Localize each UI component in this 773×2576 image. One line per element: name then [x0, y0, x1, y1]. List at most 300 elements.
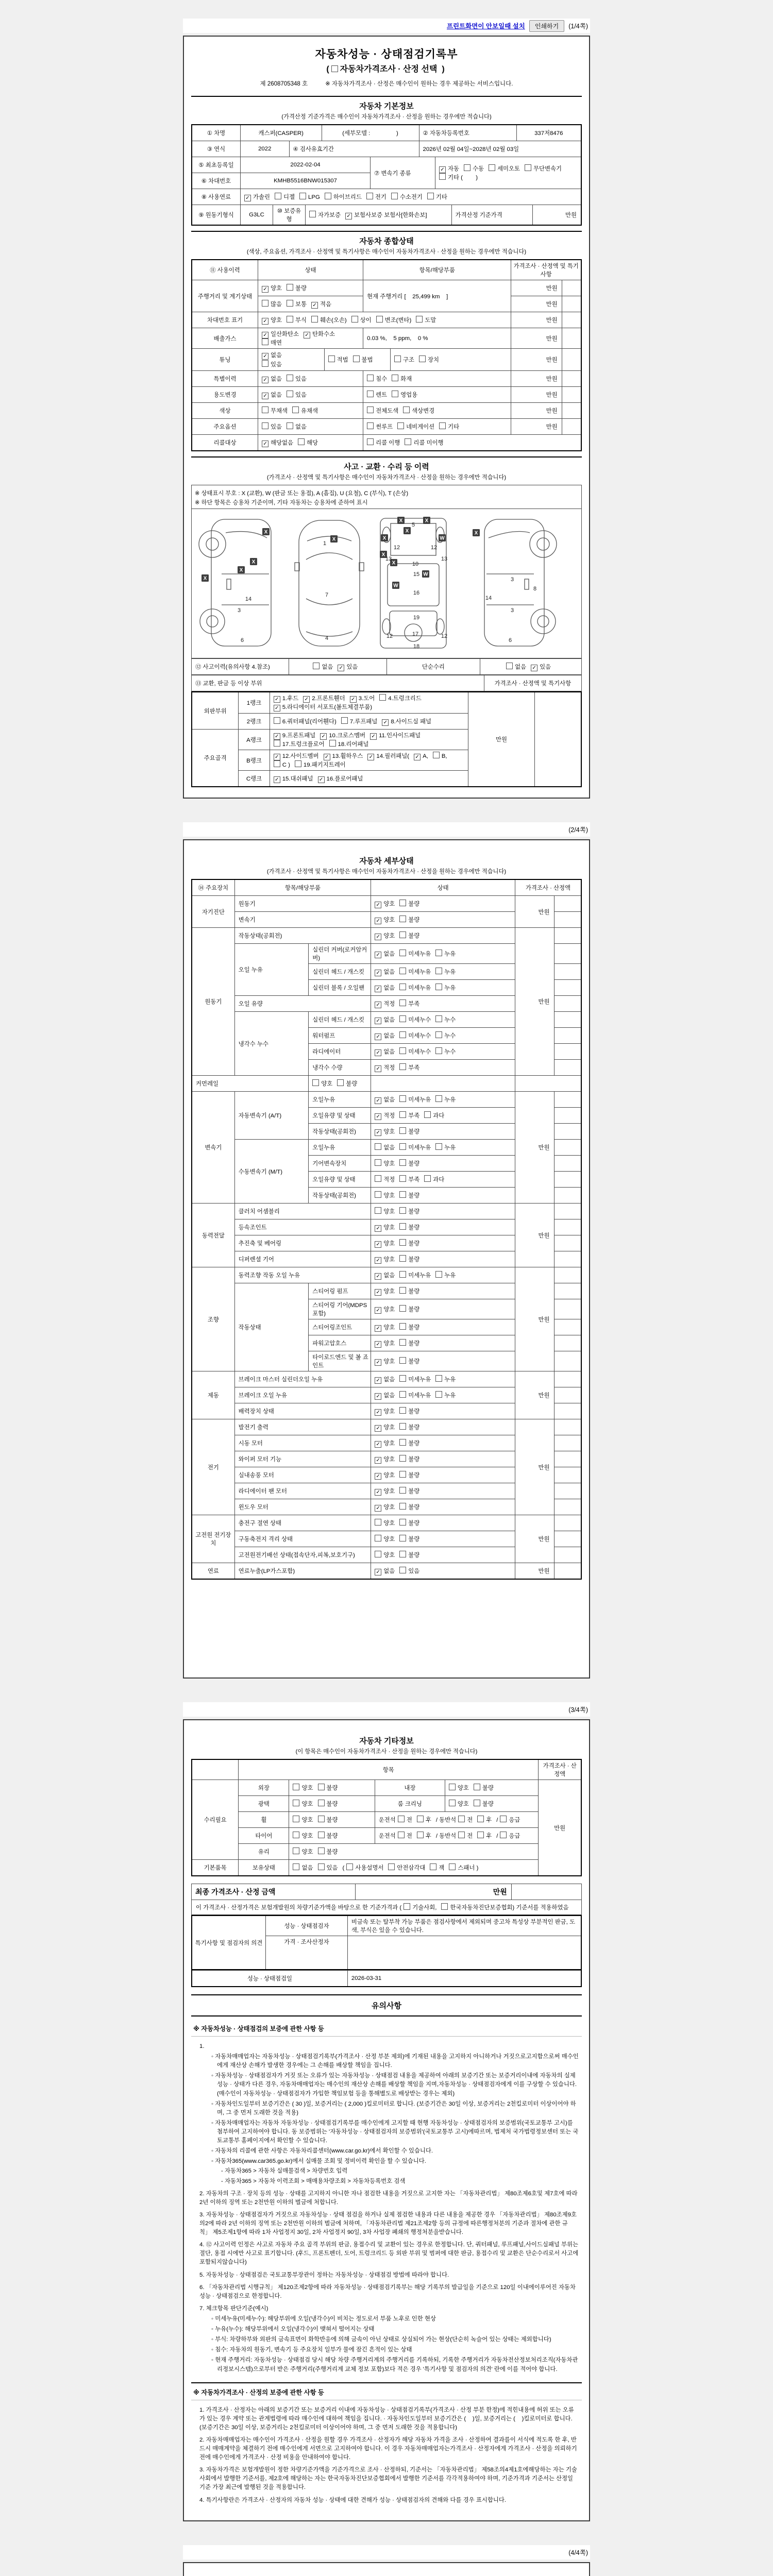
section-detail-note: (가격조사 · 산정액 및 특기사항은 매수인이 자동차가격조사 · 산정을 원하는 경우에만 적습니다) — [266, 869, 507, 875]
checks-cell — [371, 1547, 515, 1563]
cell — [554, 1299, 581, 1319]
cell: 가격조사 · 산정액 및 특기사항 — [511, 260, 581, 280]
checkbox-unchecked — [435, 1031, 442, 1038]
cell — [562, 403, 581, 419]
check-label: 장치 — [428, 357, 440, 363]
check-item — [424, 1175, 444, 1183]
cell — [554, 1012, 581, 1028]
checks-cell — [371, 1419, 515, 1435]
check-item — [375, 950, 395, 958]
cell — [554, 1371, 581, 1387]
check-label: 없음 — [322, 664, 333, 670]
cell — [554, 928, 581, 944]
check-item — [399, 1047, 431, 1056]
checks-cell — [289, 1780, 375, 1796]
check-label: 화재 — [400, 376, 412, 382]
cell: 만원 — [468, 692, 535, 787]
check-label: 없음 — [383, 1096, 395, 1103]
check-label: 3.도어 — [358, 696, 375, 702]
check-item — [309, 211, 341, 219]
check-item — [392, 391, 417, 399]
section-other-title: 자동차 기타정보 — [359, 1737, 414, 1745]
checkbox-checked: ✓ — [375, 1325, 381, 1332]
notice-item: 5. 자동차성능 · 상태점검은 국토교통부장관이 정하는 자동차성능 · 상태점검 방법에 따라야 합니다. — [199, 2272, 449, 2278]
car-damage-diagram — [191, 509, 582, 658]
checkbox-unchecked — [399, 1503, 406, 1510]
check-label: 불량 — [295, 285, 307, 292]
check-item — [399, 1207, 419, 1215]
check-label: 양호 — [301, 1817, 313, 1823]
checkbox-unchecked — [489, 164, 495, 171]
svg-text:8: 8 — [533, 586, 537, 592]
checkbox-unchecked — [346, 1863, 353, 1870]
page3-strip — [183, 1702, 590, 1717]
check-label: 19.패키지트레이 — [303, 762, 346, 768]
checkbox-checked: ✓ — [414, 754, 421, 760]
text-segment: 운전석 — [378, 1833, 396, 1839]
checkbox-checked: ✓ — [375, 1257, 381, 1264]
cell: B랭크 — [239, 750, 270, 771]
check-label: 양호 — [301, 1801, 313, 1807]
cell: 내장 — [375, 1780, 445, 1796]
check-label: 무채색 — [271, 408, 288, 414]
check-label: 전 — [406, 1817, 412, 1823]
check-item — [435, 968, 456, 976]
check-item — [399, 968, 431, 976]
check-label: 불량 — [408, 1240, 420, 1247]
cell: 만원 — [515, 1092, 554, 1204]
checkbox-unchecked — [375, 1535, 381, 1541]
cell: 배력장치 상태 — [234, 1403, 371, 1419]
check-item — [367, 422, 393, 431]
checkbox-unchecked — [458, 1832, 465, 1838]
checks-cell — [289, 1828, 375, 1844]
check-item — [399, 1407, 419, 1415]
checkbox-unchecked — [293, 1832, 299, 1838]
checkbox-unchecked — [329, 740, 336, 747]
check-item — [388, 1863, 425, 1872]
checks-cell — [289, 659, 386, 675]
cell: 변속기 — [192, 1092, 234, 1204]
checkbox-checked: ✓ — [324, 754, 330, 760]
check-label: 6.쿼터패널(리어휀다) — [282, 718, 337, 725]
check-label: C ) — [282, 762, 290, 768]
check-label: 양호 — [301, 1785, 313, 1791]
checks-cell — [363, 435, 581, 451]
cell — [554, 1403, 581, 1419]
check-label: 양호 — [271, 285, 282, 292]
check-label: 유채색 — [301, 408, 318, 414]
check-label: 탄화수소 — [312, 331, 335, 337]
checks-cell — [445, 1796, 538, 1812]
checkbox-unchecked — [318, 1816, 325, 1822]
check-label: 불량 — [346, 1081, 358, 1087]
text-segment: ( — [342, 1865, 345, 1871]
checkbox-unchecked — [399, 1175, 406, 1182]
check-label: 불량 — [408, 1536, 420, 1543]
notice-item: ◦ 미세누유(미세누수): 해당부위에 오일(냉각수)이 비치는 정도로서 부품 노후로 인한 현상 — [217, 2315, 579, 2324]
check-item — [262, 300, 282, 308]
cell: 제동 — [192, 1371, 234, 1419]
check-item — [375, 1503, 395, 1512]
checkbox-checked: ✓ — [375, 1018, 381, 1024]
check-label: 없음 — [383, 1145, 395, 1151]
check-label: 없음 — [383, 951, 395, 957]
check-item — [399, 1519, 419, 1527]
check-item — [399, 984, 431, 992]
checkbox-unchecked — [375, 1159, 381, 1166]
check-label: 과다 — [433, 1177, 445, 1183]
checkbox-checked: ✓ — [375, 902, 381, 908]
text-segment: / 동반석 — [435, 1833, 457, 1839]
check-label: 불량 — [408, 1472, 420, 1479]
checkbox-unchecked — [399, 1191, 406, 1198]
svg-text:X: X — [405, 528, 409, 534]
check-label: 양호 — [301, 1849, 313, 1855]
checkbox-unchecked — [293, 1863, 299, 1870]
svg-text:X: X — [382, 535, 386, 541]
page-2 — [183, 839, 590, 1679]
page-marker-4: (4/4쪽) — [568, 2549, 588, 2556]
notice-item: - 자동차365 > 자동차 이력조회 > 매매용차량조회 > 자동차등록번호 검색 — [221, 2178, 406, 2184]
cell: 보유상태 — [239, 1860, 289, 1876]
check-label: 부족 — [408, 1064, 420, 1071]
checks-cell — [306, 205, 452, 226]
check-item — [474, 1800, 494, 1808]
check-label: 불량 — [408, 1552, 420, 1558]
cell — [554, 1283, 581, 1299]
cell: ① 차명 — [192, 125, 241, 141]
cell: 라디에이터 팬 모터 — [234, 1483, 371, 1499]
notice-item: 1. 가격조사 · 산정자는 아래의 보증기간 또는 보증거리 이내에 자동차성능 · 상태점검기록부(가격조사 · 산정 부분 한정)에 적힌내용에 허위 또는 오류가 있는 경우 계약 또는 관계법령에 따라 매수인에 대하여 책임을 집니다. · 자동차인도일부터 보증기간은 ( )일, 보증거리는 ( )킬로미터로 합니다. (보증기간은 30일 이상, 보증거리는 2천킬로미터 이상이어야 하며, 그 중 먼저 도래한 것을 적용합니다) — [199, 2406, 574, 2431]
cell: (세부모델 : ) — [322, 125, 419, 141]
notice-item: ◦ 자동차365(www.car365.go.kr)에서 실매물 조회 및 정비이력 확인을 할 수 있습니다. — [217, 2157, 579, 2166]
cell: 만원 — [539, 1780, 581, 1876]
cell: ⑭ 주요장치 — [192, 879, 234, 896]
check-label: 14.필러패널( — [376, 753, 410, 759]
check-label: 없음 — [383, 1392, 395, 1399]
check-item — [375, 984, 395, 992]
svg-text:W: W — [440, 535, 445, 541]
check-item — [375, 1357, 395, 1366]
checks-cell — [258, 296, 363, 312]
check-item — [311, 316, 347, 324]
check-item — [375, 1271, 395, 1280]
checks-cell — [371, 912, 515, 928]
checkbox-checked: ✓ — [375, 1441, 381, 1448]
legend-note: ※ 하단 항목은 승용차 기준이며, 기타 자동차는 승용차에 준하여 표시 — [195, 500, 368, 506]
check-label: 상이 — [360, 317, 372, 324]
check-label: 미세누유 — [408, 1145, 431, 1151]
check-item — [262, 438, 293, 447]
checks-cell — [371, 1012, 515, 1028]
text-segment: 운전석 — [378, 1817, 396, 1823]
check-label: 양호 — [383, 1288, 395, 1295]
checkbox-unchecked — [399, 931, 406, 938]
cell: 최종 가격조사 · 산정 금액 — [192, 1884, 356, 1900]
check-item — [439, 422, 459, 431]
toolbar — [183, 19, 590, 33]
cell: 상태 — [371, 879, 515, 896]
check-label: 자동차가격조사 · 산정 선택 — [340, 65, 438, 74]
checks-cell — [371, 1251, 515, 1267]
check-item — [435, 1375, 456, 1383]
checks-cell — [371, 1060, 515, 1076]
section-other-note: (이 항목은 매수인이 자동차가격조사 · 산정을 원하는 경우에만 적습니다) — [295, 1749, 478, 1755]
cell — [554, 1335, 581, 1351]
check-label: 후 — [486, 1833, 492, 1839]
checkbox-unchecked — [262, 360, 268, 367]
cell — [371, 1076, 515, 1092]
check-item — [399, 1063, 419, 1072]
checks-cell — [371, 980, 515, 996]
checkbox-checked: ✓ — [375, 1307, 381, 1314]
check-label: 없음 — [383, 1376, 395, 1383]
checkbox-unchecked — [367, 375, 374, 381]
cell: 기어변속장치 — [309, 1156, 371, 1172]
check-item — [435, 1391, 456, 1399]
cell: 만원 — [511, 419, 562, 435]
check-item — [367, 752, 409, 760]
notice-item: 2. 자동차의 구조 · 장치 등의 성능 · 상태를 고지하지 아니한 자나 점검한 내용을 거짓으로 고지한 자는 「자동차관리법」 제80조제6호및 제7호에 따라 2년 이하의 징역 또는 2천만원 이하의 벌금에 처합니다. — [199, 2190, 578, 2206]
check-item — [394, 355, 414, 364]
cell: 오일 유량 — [234, 996, 371, 1012]
notice-item: ◦ 침수: 자동차의 원동기, 변속기 등 주요장치 일부가 물에 잠긴 흔적이 있는 상태 — [217, 2346, 579, 2354]
checkbox-checked: ✓ — [375, 1569, 381, 1575]
page-1 — [183, 36, 590, 799]
cell: 스티어링조인트 — [309, 1319, 371, 1335]
check-item — [331, 62, 438, 74]
cell: ⑪ 사용이력 — [192, 260, 258, 280]
svg-text:10: 10 — [412, 561, 419, 567]
checkbox-unchecked — [287, 375, 293, 381]
check-label: 불량 — [408, 1504, 420, 1511]
cell: ⑦ 변속기 종류 — [371, 157, 435, 189]
checkbox-checked: ✓ — [338, 665, 344, 671]
checkbox-checked: ✓ — [375, 1241, 381, 1248]
text-segment: ) — [442, 65, 445, 74]
text-segment: / 동반석 — [435, 1817, 457, 1823]
svg-text:13: 13 — [385, 556, 392, 562]
checks-cell — [371, 1351, 515, 1371]
cell: 브레이크 오일 누유 — [234, 1387, 371, 1403]
check-item — [416, 316, 436, 324]
checks-cell — [371, 1219, 515, 1235]
checkbox-unchecked — [375, 1519, 381, 1526]
cell: 만원 — [511, 296, 562, 312]
check-item — [262, 338, 282, 347]
check-item — [399, 1439, 419, 1447]
checkbox-unchecked — [295, 760, 301, 767]
page-marker-3: (3/4쪽) — [568, 1706, 588, 1714]
checkbox-unchecked — [399, 1271, 406, 1278]
check-item — [375, 1255, 395, 1264]
check-item — [449, 1863, 478, 1872]
check-item — [299, 193, 320, 200]
checkbox-unchecked — [287, 391, 293, 397]
section-other — [191, 1732, 582, 2510]
cell: ⑤ 최초등록일 — [192, 157, 241, 173]
checks-cell — [371, 1235, 515, 1251]
check-item — [375, 1407, 395, 1416]
check-label: 응급 — [509, 1833, 520, 1839]
checks-cell — [371, 1335, 515, 1351]
check-item — [500, 1816, 520, 1824]
checkbox-unchecked — [417, 1832, 424, 1838]
check-item — [353, 355, 373, 364]
checkbox-unchecked — [397, 422, 404, 429]
check-item — [274, 740, 325, 748]
check-item — [370, 731, 421, 740]
checks-cell — [270, 692, 468, 714]
checkbox-unchecked — [399, 999, 406, 1006]
checkbox-checked: ✓ — [262, 377, 268, 383]
checkbox-unchecked — [388, 1863, 395, 1870]
check-item — [318, 1816, 338, 1824]
cell: 스티어링 펌프 — [309, 1283, 371, 1299]
checkbox-unchecked — [399, 1159, 406, 1166]
check-label: 훼손(오손) — [320, 317, 347, 324]
notice-item: ◦ 자동차인도일부터 보증기간은 ( 30 )일, 보증거리는 ( 2,000 )킬로미터로 합니다. (보증기간은 30일 이상, 보증거리는 2천킬로미터 이상이어야 하며, 그 중 먼저 도래한 것을 적용) — [217, 2100, 579, 2117]
cell: 자기진단 — [192, 896, 234, 928]
checkbox-unchecked — [398, 1832, 405, 1838]
check-label: 있음 — [326, 1865, 338, 1871]
check-label: 있음 — [271, 362, 282, 368]
check-item — [427, 193, 447, 201]
check-label: 양호 — [383, 1209, 395, 1215]
cell — [192, 1759, 239, 1780]
checkbox-unchecked — [399, 1391, 406, 1398]
check-item — [433, 752, 447, 759]
check-label: 양호 — [383, 1440, 395, 1447]
check-label: 16.플로어패널 — [326, 775, 363, 782]
check-item — [367, 375, 387, 383]
check-item — [399, 1271, 431, 1279]
check-item — [399, 1031, 431, 1040]
cell: 배출가스 — [192, 328, 258, 349]
check-label: 일산화탄소 — [271, 331, 299, 337]
checkbox-unchecked — [433, 752, 440, 758]
check-item — [318, 1863, 338, 1872]
section-accident — [191, 456, 582, 787]
checkbox-unchecked — [367, 406, 374, 413]
check-item — [293, 1848, 313, 1856]
checks-cell — [445, 1780, 538, 1796]
cell — [554, 1531, 581, 1547]
cell: 기본품목 — [192, 1860, 239, 1876]
checks-cell — [371, 1156, 515, 1172]
cell: ② 자동차등록번호 — [419, 125, 516, 141]
checkbox-unchecked — [449, 1863, 456, 1870]
check-label: 영업용 — [400, 392, 418, 398]
checkbox-checked: ✓ — [375, 1033, 381, 1040]
checkbox-unchecked — [435, 1375, 442, 1382]
notice-item: ◦ 누유(누수): 해당부위에서 오일(냉각수)이 맺혀서 떨어지는 상태 — [217, 2325, 579, 2334]
cell: 외판부위 — [192, 692, 239, 730]
cell: 가격조사 · 산정액 — [515, 879, 581, 896]
final-price-table — [191, 1884, 582, 1900]
check-label: 7.루프패널 — [349, 718, 378, 725]
cell: 만원 — [511, 312, 562, 328]
cell: 오일유량 및 상태 — [309, 1108, 371, 1124]
checkbox-checked: ✓ — [375, 918, 381, 924]
cell: 만원 — [355, 1884, 511, 1900]
checkbox-unchecked — [474, 1784, 480, 1790]
check-label: 후 — [486, 1817, 492, 1823]
check-label: 누수 — [444, 1032, 456, 1039]
checkbox-unchecked — [318, 1784, 325, 1790]
checkbox-checked: ✓ — [303, 696, 310, 703]
checks-cell — [258, 403, 363, 419]
checkbox-unchecked — [367, 422, 374, 429]
check-label: 불량 — [408, 1440, 420, 1447]
checks-cell — [371, 1531, 515, 1547]
print-button[interactable]: 인쇄하기 — [529, 20, 564, 32]
check-item — [287, 284, 307, 292]
cell: 추진축 및 베어링 — [234, 1235, 371, 1251]
checkbox-checked: ✓ — [375, 1273, 381, 1280]
cell — [562, 280, 581, 296]
checkbox-checked: ✓ — [375, 1457, 381, 1464]
check-item — [399, 1471, 419, 1479]
check-item — [274, 694, 299, 703]
cell: 연료 — [192, 1563, 234, 1580]
check-item — [375, 1305, 395, 1314]
check-label: 없음 — [271, 376, 282, 382]
check-label: 5.라디에이터 서포트(볼트체결부품) — [282, 704, 372, 710]
check-label: 부족 — [408, 1001, 420, 1007]
section-overall-title: 자동차 종합상태 — [359, 237, 414, 246]
check-label: 많음 — [271, 301, 282, 308]
checkbox-unchecked — [293, 1800, 299, 1806]
check-label: 미세누유 — [408, 951, 431, 957]
checkbox-unchecked — [424, 1175, 431, 1182]
check-item — [275, 193, 295, 201]
check-label: 불량 — [408, 1358, 420, 1365]
checkbox-checked: ✓ — [375, 1377, 381, 1384]
check-label: 변조(변타) — [384, 317, 412, 324]
cell: 차대번호 표기 — [192, 312, 258, 328]
checkbox-checked: ✓ — [531, 665, 537, 671]
cell: 항목/해당부품 — [234, 879, 371, 896]
notice-item: ◦ 자동차의 리콜에 관한 사항은 자동차리콜센터(www.car.go.kr)에서 확인할 수 있습니다. — [217, 2147, 579, 2156]
svg-text:1: 1 — [323, 540, 327, 547]
check-item — [477, 1816, 492, 1824]
checkbox-checked: ✓ — [375, 1129, 381, 1136]
check-item — [375, 1339, 395, 1348]
cell: 주요골격 — [192, 730, 239, 787]
check-item — [399, 1455, 419, 1463]
cell: 만원 — [515, 896, 554, 928]
cell: 브레이크 마스터 실린더오일 누유 — [234, 1371, 371, 1387]
checks-cell — [371, 1028, 515, 1044]
checkbox-unchecked — [439, 173, 446, 180]
section-basic-info — [191, 96, 582, 226]
cell: 용도변경 — [192, 387, 258, 403]
checks-cell — [289, 1860, 539, 1876]
cell: 1랭크 — [239, 692, 270, 714]
install-print-helper-link[interactable]: 프린트화면이 안보일때 설치 — [446, 23, 525, 30]
checkbox-unchecked — [399, 1439, 406, 1446]
checkbox-unchecked — [419, 355, 426, 362]
checkbox-checked: ✓ — [370, 733, 377, 740]
checkbox-unchecked — [399, 1287, 406, 1294]
check-item — [287, 316, 307, 324]
check-item — [293, 1863, 313, 1872]
check-label: 12.사이드멤버 — [282, 753, 319, 759]
checks-cell — [258, 349, 325, 371]
svg-text:15: 15 — [413, 571, 420, 578]
